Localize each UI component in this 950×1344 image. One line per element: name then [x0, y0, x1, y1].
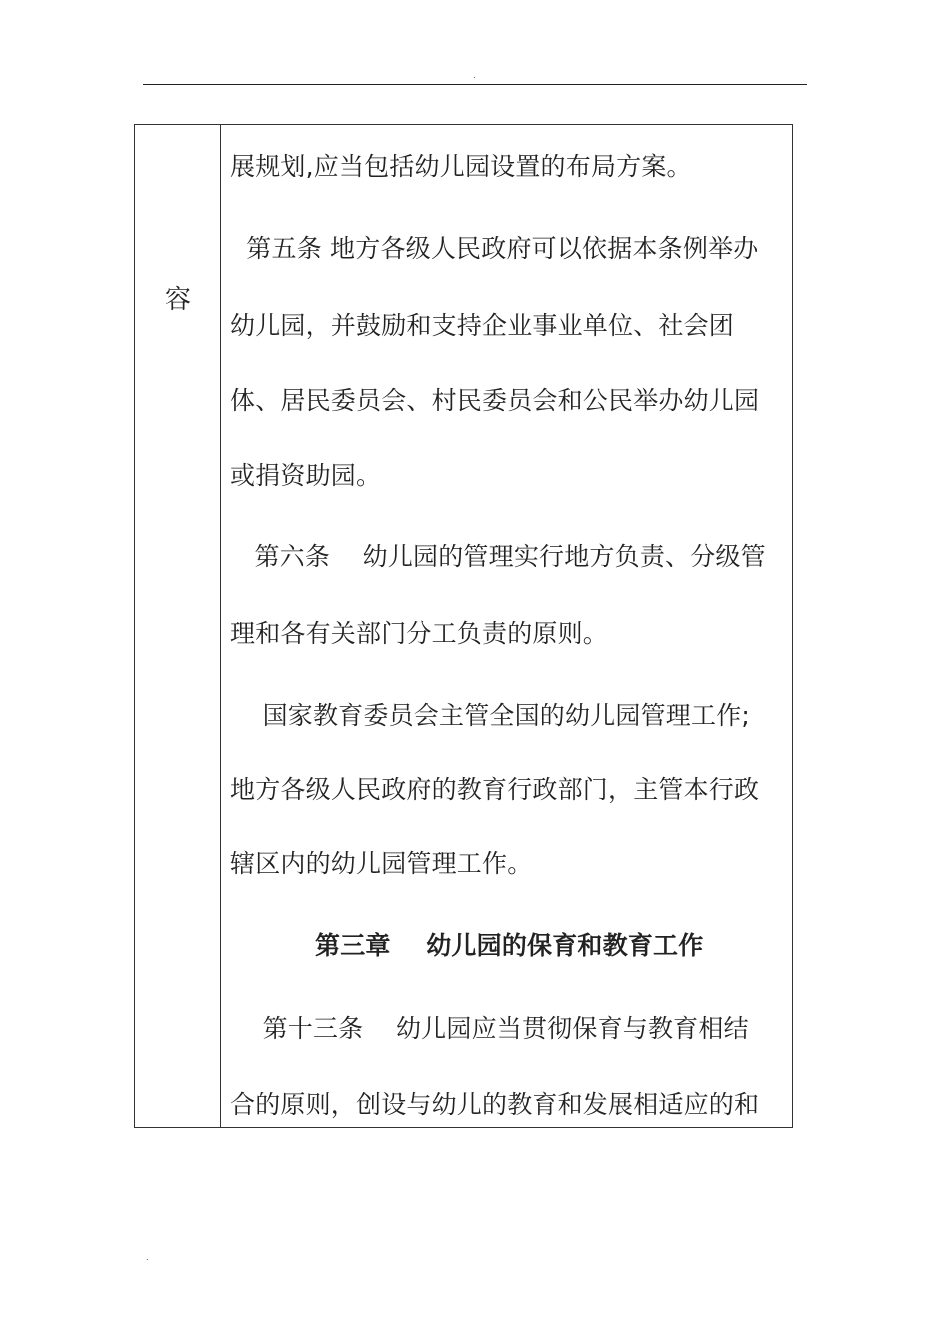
- text-line: 理和各有关部门分工负责的原则。: [230, 619, 609, 648]
- text-line: 地方各级人民政府的教育行政部门，主管本行政: [230, 775, 760, 804]
- text-line: 或捐资助园。: [230, 461, 382, 490]
- text-line: 合的原则，创设与幼儿的教育和发展相适应的和: [230, 1090, 760, 1119]
- text-line: 幼儿园，并鼓励和支持企业事业单位、社会团: [230, 311, 735, 340]
- chapter-heading: 第三章 幼儿园的保育和教育工作: [315, 931, 704, 960]
- footer-mark: .: [146, 1253, 149, 1262]
- header-rule: [143, 84, 807, 85]
- content-table: [134, 124, 793, 1128]
- row-label: 容: [164, 285, 191, 315]
- text-line: 展规划,应当包括幼儿园设置的布局方案。: [230, 152, 692, 181]
- article-5-line: 第五条 地方各级人民政府可以依据本条例举办: [230, 234, 759, 263]
- text-line: 体、居民委员会、村民委员会和公民举办幼儿园: [230, 386, 760, 415]
- article-13-line: 第十三条 幼儿园应当贯彻保育与教育相结: [230, 1014, 749, 1043]
- article-6-line: 第六条 幼儿园的管理实行地方负责、分级管: [230, 542, 766, 571]
- label-column: [135, 125, 221, 1127]
- text-line: 辖区内的幼儿园管理工作。: [230, 849, 533, 878]
- content-column: [221, 125, 792, 1127]
- header-mark: .: [473, 71, 476, 80]
- text-line: 国家教育委员会主管全国的幼儿园管理工作;: [230, 701, 751, 730]
